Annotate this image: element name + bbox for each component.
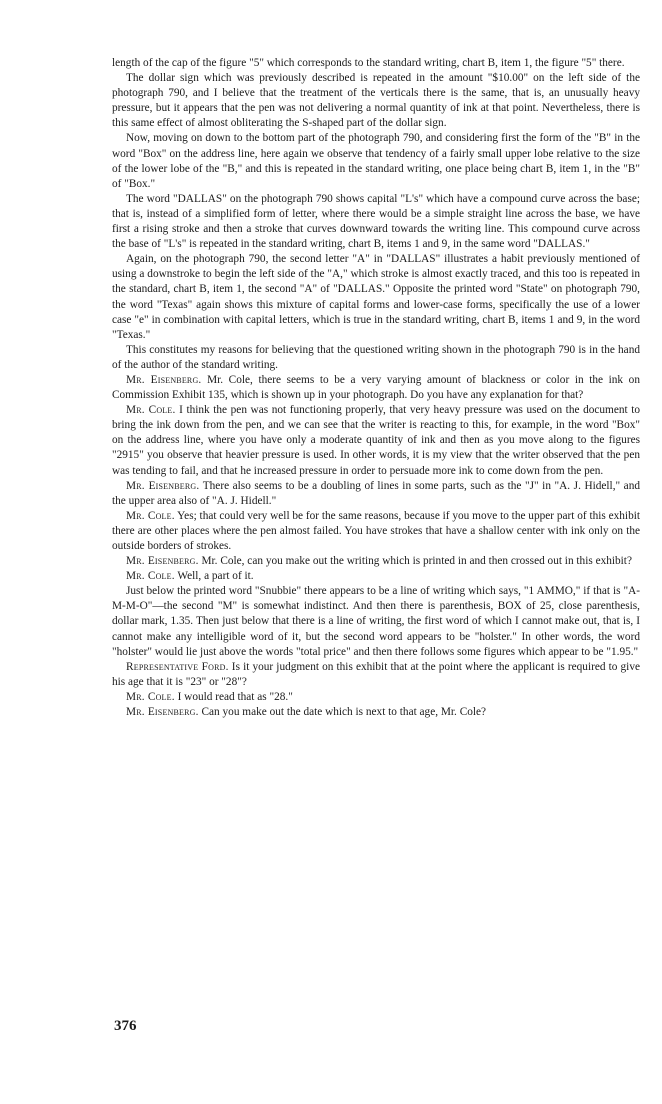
paragraph-text: Well, a part of it. bbox=[174, 570, 254, 583]
speaker-label: Mr. Cole. bbox=[126, 570, 175, 583]
speaker-label: Mr. Eisenberg. bbox=[126, 373, 202, 386]
paragraph-text: There also seems to be a doubling of lines in some parts, such as the "J" in "A. J. Hidell," and the upper area also of "A. J. Hidell." bbox=[112, 479, 640, 507]
paragraph-3 bbox=[112, 192, 640, 252]
paragraph-12 bbox=[112, 584, 640, 659]
speaker-label: Mr. Eisenberg. bbox=[126, 479, 200, 492]
paragraph-9 bbox=[112, 509, 640, 554]
paragraph-text: Just below the printed word "Snubbie" there appears to be a line of writing which says, "1 AMMO," if that is "A-M-M-O"—the second "M" is somewhat indistinct. And then there is parenthesis, BOX of 25, close parenthesis, dollar mark, 1.35. Then just below that there is a line of writing, the first word of which I cannot make out, that is, I cannot make any intelligible word of it, but the second word appears to be "holster." In other words, the word "holster" would lie just above the words "total price" and then there follows some figures which appear to be "1.95." bbox=[112, 585, 640, 658]
paragraph-text: Can you make out the date which is next to that age, Mr. Cole? bbox=[198, 706, 487, 719]
paragraph-10 bbox=[112, 554, 640, 569]
paragraph-text: Again, on the photograph 790, the second letter "A" in "DALLAS" illustrates a habit previously mentioned of using a downstroke to begin the left side of the "A," which stroke is almost exactly traced, and this too is repeated in the standard, chart B, item 1, the second "A" of "DALLAS." Opposite the printed word "State" on photograph 790, the word "Texas" again shows this mixture of capital forms and lower-case forms, specifically the use of a lower case "e" in combination with capital letters, which is true in the standard writing, chart B, items 1 and 9, in the word "Texas." bbox=[112, 253, 640, 341]
paragraph-text: Now, moving on down to the bottom part of the photograph 790, and considering first the form of the "B" in the word "Box" on the address line, here again we observe that tendency of a fairly small upper lobe relative to the size of the lower lobe of the "B," and this is repeated in the standard writing, one place being chart B, item 1, in the "B" of "Box." bbox=[112, 132, 640, 190]
paragraph-13 bbox=[112, 660, 640, 690]
paragraph-text: The dollar sign which was previously described is repeated in the amount "$10.00" on the left side of the photograph 790, and I believe that the treatment of the verticals there is the same, that is, an unusually heavy pressure, but it appears that the pen was not delivering a normal quantity of ink at that point. Nevertheless, there is this same effect of almost obliterating the S-shaped part of the dollar sign. bbox=[112, 72, 640, 130]
paragraph-text: Mr. Cole, can you make out the writing which is printed in and then crossed out in this exhibit? bbox=[198, 555, 632, 568]
paragraph-11 bbox=[112, 569, 640, 584]
speaker-label: Mr. Cole. bbox=[126, 509, 175, 522]
paragraph-text: I think the pen was not functioning properly, that very heavy pressure was used on the document to bring the ink down from the pen, and we can see that the writer is reacting to this, for example, in the word "Box" on the address line, where you have only a moderate quantity of ink and then as you move along to the figures "2915" you observe that heavier pressure is used. In other words, it is my view that the writer observed that the pen was tending to fail, and that he increased pressure in order to persuade more ink to come down from the pen. bbox=[112, 404, 640, 477]
paragraph-6 bbox=[112, 373, 640, 403]
paragraph-5 bbox=[112, 343, 640, 373]
paragraph-15 bbox=[112, 705, 640, 720]
paragraph-7 bbox=[112, 403, 640, 478]
document-body bbox=[112, 56, 640, 720]
speaker-label: Mr. Eisenberg. bbox=[126, 706, 199, 719]
paragraph-text: Mr. Cole, there seems to be a very varying amount of blackness or color in the ink on Commission Exhibit 135, which is shown up in your photograph. Do you have any explanation for that? bbox=[112, 373, 640, 402]
paragraph-2 bbox=[112, 131, 640, 191]
speaker-label: Representative Ford. bbox=[126, 660, 229, 673]
speaker-label: Mr. Eisenberg. bbox=[126, 555, 199, 568]
paragraph-text: Yes; that could very well be for the same reasons, because if you move to the upper part of this exhibit there are other places where the pen almost failed. You have strokes that have a shallow center with ink only on the outside borders of strokes. bbox=[112, 509, 641, 552]
paragraph-14 bbox=[112, 690, 640, 705]
paragraph-1 bbox=[112, 71, 640, 131]
paragraph-text: The word "DALLAS" on the photograph 790 shows capital "L's" which have a compound curve across the base; that is, instead of a simplified form of letter, where there would be a simple straight line across the base, we have first a rising stroke and then a stroke that curves downward towards the writing line. This compound curve across the base of "L's" is repeated in the standard writing, chart B, items 1 and 9, in the same word "DALLAS." bbox=[112, 192, 640, 251]
paragraph-text: length of the cap of the figure "5" which corresponds to the standard writing, chart B, item 1, the figure "5" there. bbox=[112, 57, 625, 69]
paragraph-text: I would read that as "28." bbox=[174, 690, 293, 703]
paragraph-text: Is it your judgment on this exhibit that at the point where the applicant is required to give his age that it is "23" or "28"? bbox=[112, 660, 640, 688]
paragraph-4 bbox=[112, 252, 640, 343]
paragraph-text: This constitutes my reasons for believing that the questioned writing shown in the photograph 790 is in the hand of the author of the standard writing. bbox=[112, 343, 640, 371]
speaker-label: Mr. Cole. bbox=[126, 690, 175, 703]
paragraph-8 bbox=[112, 479, 640, 509]
paragraph-0 bbox=[112, 56, 640, 71]
speaker-label: Mr. Cole. bbox=[126, 404, 176, 417]
page-number: 376 bbox=[114, 1018, 137, 1034]
